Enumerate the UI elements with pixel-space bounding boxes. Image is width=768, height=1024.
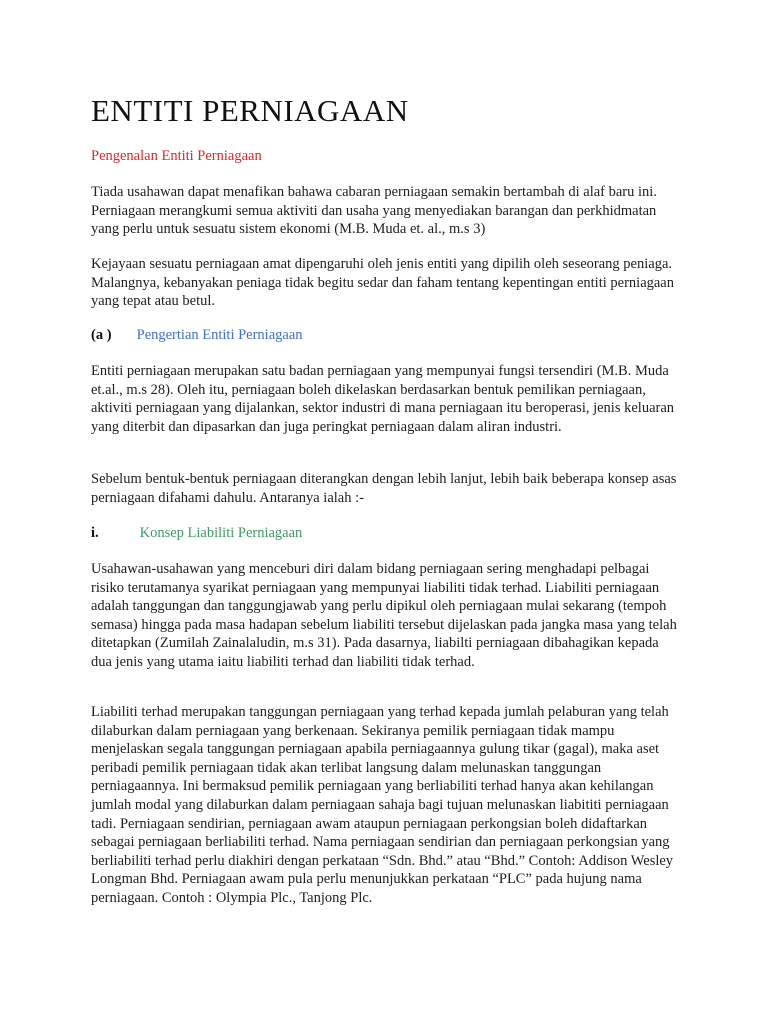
paragraph-concepts: Sebelum bentuk-bentuk perniagaan diterangkan dengan lebih lanjut, lebih baik beberapa konsep asas perniagaan difahami dahulu. Antaranya ialah :-	[91, 471, 677, 506]
paragraph-intro: Tiada usahawan dapat menafikan bahawa cabaran perniagaan semakin bertambah di alaf baru ini. Perniagaan merangkumi semua aktiviti dan usaha yang menyediakan barangan dan perkhidmatan yang perlu untuk sesuatu sistem ekonomi (M.B. Muda et. al., m.s 3)	[91, 184, 657, 238]
paragraph-success: Kejayaan sesuatu perniagaan amat dipengaruhi oleh jenis entiti yang dipilih oleh seseorang peniaga. Malangnya, kebanyakan peniaga tidak begitu sedar dan faham tentang kepentingan entiti perniagaan yang tepat atau betul.	[91, 256, 674, 310]
section-a-label: Pengertian Entiti Perniagaan	[136, 327, 303, 343]
section-i-number: i.	[91, 525, 99, 541]
paragraph-liability: Usahawan-usahawan yang menceburi diri dalam bidang perniagaan sering menghadapi pelbagai risiko terutamanya syarikat perniagaan yang mempunyai liabiliti tidak terhad. Liabiliti perniagaan adalah tanggungan dan tanggungjawab yang perlu dipikul oleh perniagaan mulai sekarang (tempoh semasa) hingga pada masa hadapan sebelum liabiliti tersebut dijelaskan pada jangka masa yang telah ditetapkan (Zumilah Zainalaludin, m.s 31). Pada dasarnya, liabilti perniagaan dibahagikan kepada dua jenis yang utama iaitu liabiliti terhad dan liabiliti tidak terhad.	[91, 561, 677, 670]
page-title: ENTITI PERNIAGAAN	[91, 93, 409, 128]
section-i-label: Konsep Liabiliti Perniagaan	[139, 525, 303, 541]
section-i-heading	[91, 525, 302, 542]
section-a-number: (a )	[91, 327, 112, 343]
section-a-heading	[91, 327, 303, 344]
paragraph-definition: Entiti perniagaan merupakan satu badan perniagaan yang mempunyai fungsi tersendiri (M.B. Muda et.al., m.s 28). Oleh itu, perniagaan boleh dikelaskan berdasarkan bentuk pemilikan perniagaan, aktiviti perniagaan yang dijalankan, sektor industri di mana perniagaan itu beroperasi, jenis keluaran yang diterbit dan dipasarkan dan juga peringkat perniagaan dalam aliran industri.	[91, 363, 675, 435]
intro-heading: Pengenalan Entiti Perniagaan	[91, 148, 262, 164]
paragraph-limited-liability: Liabiliti terhad merupakan tanggungan perniagaan yang terhad kepada jumlah pelaburan yang telah dilaburkan dalam perniagaan yang berkenaan. Sekiranya pemilik perniagaan tidak mampu menjelaskan segala tanggungan perniagaan apabila perniagaannya gulung tikar (gagal), maka aset peribadi pemilik perniagaan tidak akan terlibat langsung dalam melunaskan tanggungan perniagaannya. Ini bermaksud pemilik perniagaan yang berliabiliti terhad hanya akan kehilangan jumlah modal yang dilaburkan dalam perniagaan sahaja bagi tujuan melunaskan liabititi perniagaan tadi. Perniagaan sendirian, perniagaan awam ataupun perniagaan perkongsian boleh didaftarkan sebagai perniagaan berliabiliti terhad. Nama perniagaan sendirian dan perniagaan perkongsian yang berliabiliti terhad perlu diakhiri dengan perkataan “Sdn. Bhd.” atau “Bhd.” Contoh: Addison Wesley Longman Bhd. Perniagaan awam pula perlu menunjukkan perkataan “PLC” pada hujung nama perniagaan. Contoh : Olympia Plc., Tanjong Plc.	[91, 704, 674, 906]
